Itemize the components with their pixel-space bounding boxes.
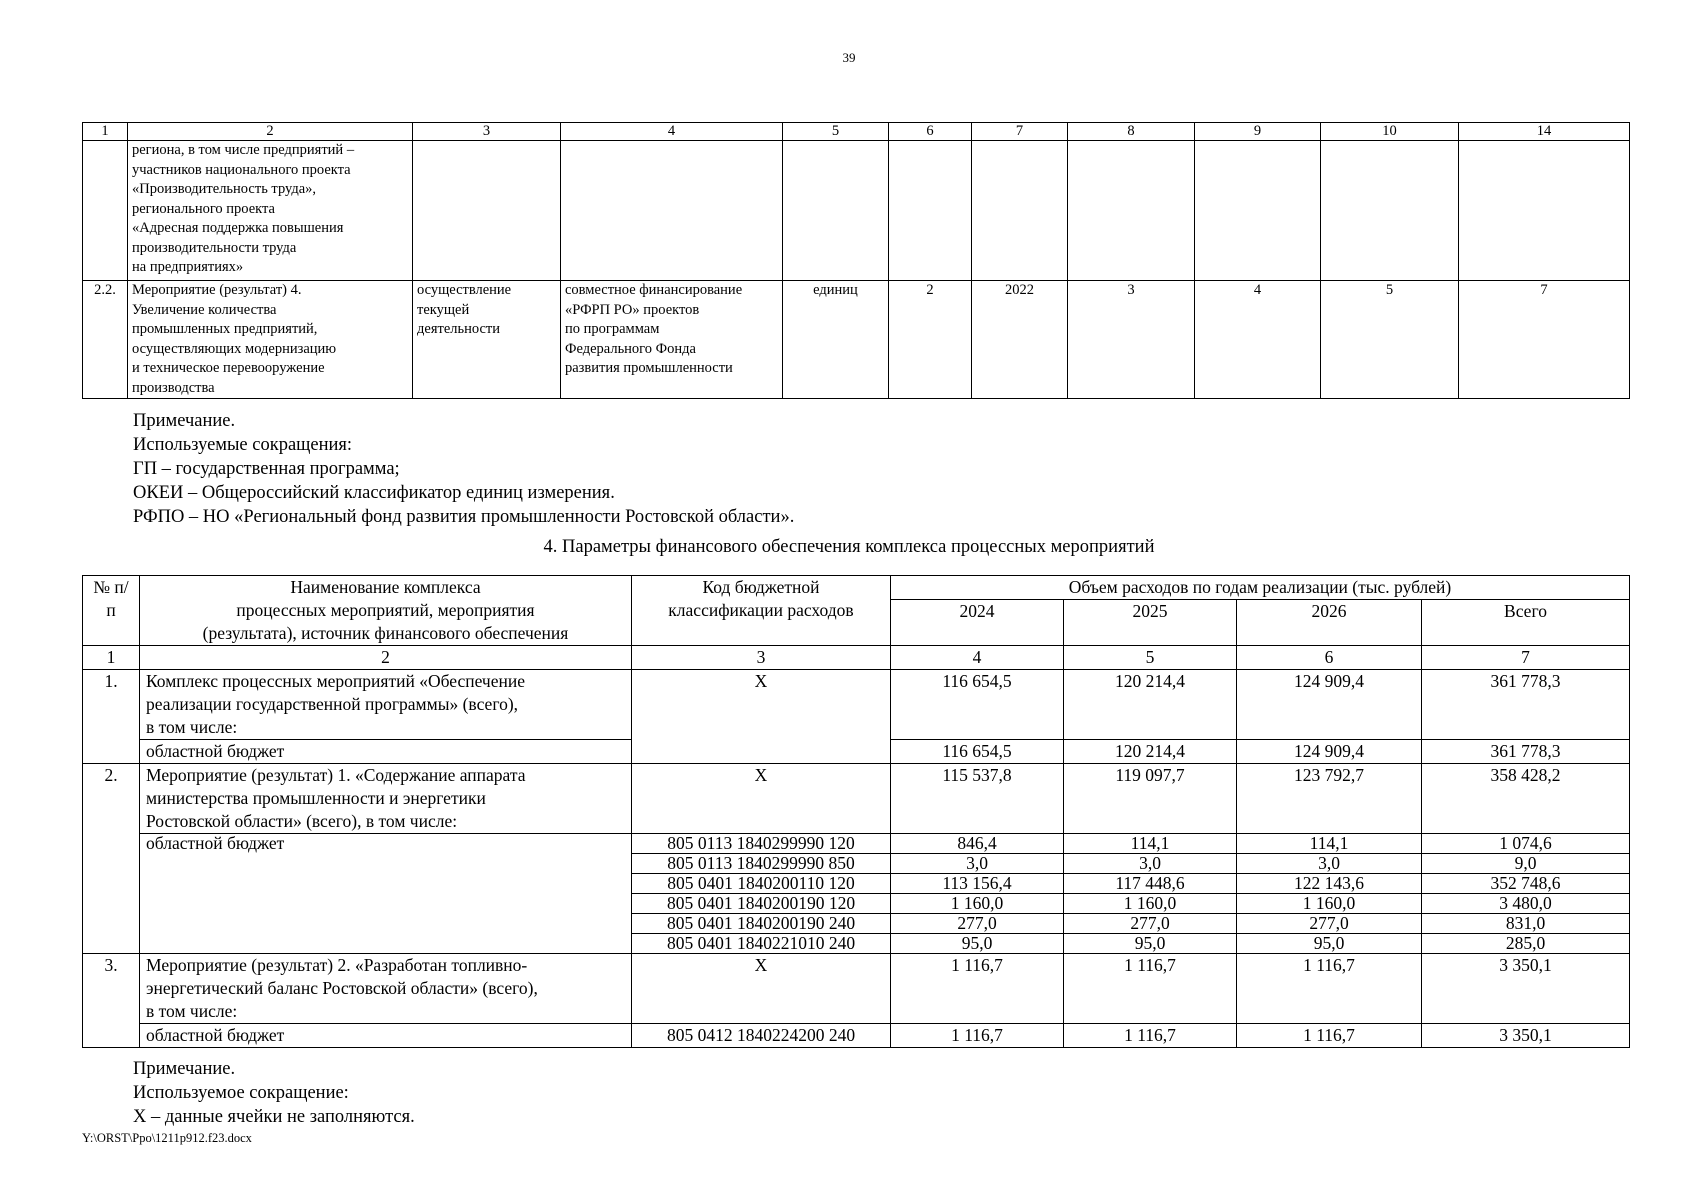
- text-line: Мероприятие (результат) 4.: [132, 282, 302, 298]
- text-line: осуществление: [417, 282, 512, 298]
- value-cell: 124 909,4: [1237, 670, 1422, 740]
- text-line: «Адресная поддержка повышения: [132, 220, 344, 236]
- value-cell: 1 116,7: [891, 1024, 1064, 1048]
- value-cell: 831,0: [1422, 914, 1630, 934]
- note-line: Примечание.: [133, 1059, 236, 1079]
- financing-table: [82, 575, 1630, 1048]
- value-cell: 285,0: [1422, 934, 1630, 954]
- value-cell: 3: [1068, 281, 1195, 399]
- text-line: на предприятиях»: [132, 259, 244, 275]
- indicators-table-continuation: [82, 122, 1630, 399]
- value-cell: 1 116,7: [891, 954, 1064, 1024]
- text-line: Наименование комплекса: [290, 577, 481, 597]
- value-cell: 123 792,7: [1237, 764, 1422, 834]
- text-line: (результата), источник финансового обеспечения: [202, 623, 569, 643]
- column-number: 6: [889, 123, 972, 141]
- value-cell: 120 214,4: [1064, 670, 1237, 740]
- code-cell: 805 0113 1840299990 850: [632, 854, 891, 874]
- header-year: 2026: [1237, 600, 1422, 646]
- column-number: 9: [1195, 123, 1321, 141]
- empty-cell: [1321, 141, 1459, 281]
- header-year: 2025: [1064, 600, 1237, 646]
- value-cell: 1 160,0: [891, 894, 1064, 914]
- text-line: Увеличение количества: [132, 301, 277, 318]
- header-group: Объем расходов по годам реализации (тыс. рублей): [891, 576, 1630, 600]
- value-cell: 122 143,6: [1237, 874, 1422, 894]
- row-number-cell: 2.2.: [83, 281, 128, 399]
- row-number-cell: 2.: [83, 764, 140, 954]
- characteristic-cell: [561, 281, 783, 399]
- row-number-cell: [83, 141, 128, 281]
- value-cell: 3,0: [1064, 854, 1237, 874]
- note-line: ГП – государственная программа;: [133, 459, 400, 479]
- code-cell: Х: [632, 670, 891, 764]
- base-value-cell: 2: [889, 281, 972, 399]
- value-cell: 1 116,7: [1237, 954, 1422, 1024]
- value-cell: 3 350,1: [1422, 954, 1630, 1024]
- value-cell: 277,0: [1237, 914, 1422, 934]
- row-name-cell: [140, 764, 632, 834]
- text-line: деятельности: [417, 321, 501, 337]
- column-number-row: [83, 646, 1630, 670]
- text-line: производства: [132, 379, 215, 396]
- value-cell: 115 537,8: [891, 764, 1064, 834]
- value-cell: 9,0: [1422, 854, 1630, 874]
- table-row: [83, 1024, 1630, 1048]
- value-cell: 846,4: [891, 834, 1064, 854]
- text-line: Комплекс процессных мероприятий «Обеспечение: [146, 671, 526, 691]
- text-line: реализации государственной программы» (всего),: [146, 694, 519, 714]
- value-cell: 119 097,7: [1064, 764, 1237, 834]
- source-name-cell: областной бюджет: [140, 834, 632, 954]
- text-line: «РФРП РО» проектов: [565, 301, 700, 318]
- header-total: Всего: [1422, 600, 1630, 646]
- value-cell: 95,0: [1064, 934, 1237, 954]
- empty-cell: [413, 141, 561, 281]
- value-cell: 95,0: [1237, 934, 1422, 954]
- text-line: Мероприятие (результат) 1. «Содержание аппарата: [146, 765, 526, 785]
- source-name-cell: областной бюджет: [140, 1024, 632, 1048]
- text-line: региона, в том числе предприятий –: [132, 142, 355, 158]
- row-number-cell: 3.: [83, 954, 140, 1048]
- table-row: [83, 834, 1630, 854]
- column-number: 4: [561, 123, 783, 141]
- text-line: в том числе:: [146, 1001, 238, 1021]
- note-line: ОКЕИ – Общероссийский классификатор единиц измерения.: [133, 483, 615, 503]
- value-cell: 116 654,5: [891, 740, 1064, 764]
- code-cell: 805 0401 1840221010 240: [632, 934, 891, 954]
- text-line: классификации расходов: [668, 600, 854, 620]
- value-cell: 3,0: [1237, 854, 1422, 874]
- empty-cell: [889, 141, 972, 281]
- text-line: в том числе:: [146, 717, 238, 737]
- value-cell: 3 480,0: [1422, 894, 1630, 914]
- code-cell: 805 0412 1840224200 240: [632, 1024, 891, 1048]
- note-abbreviation: [133, 1057, 415, 1129]
- value-cell: 7: [1459, 281, 1630, 399]
- table-row: [83, 670, 1630, 740]
- column-number: 10: [1321, 123, 1459, 141]
- column-number: 7: [972, 123, 1068, 141]
- code-cell: Х: [632, 764, 891, 834]
- text-line: Мероприятие (результат) 2. «Разработан топливно-: [146, 955, 528, 975]
- text-line: совместное финансирование: [565, 282, 743, 298]
- empty-cell: [561, 141, 783, 281]
- footer-file-path: Y:\ORST\Ppo\1211p912.f23.docx: [82, 1131, 252, 1145]
- text-line: текущей: [417, 301, 470, 318]
- section-title: 4. Параметры финансового обеспечения комплекса процессных мероприятий: [543, 537, 1155, 557]
- note-line: РФПО – НО «Региональный фонд развития промышленности Ростовской области».: [133, 507, 795, 527]
- value-cell: 358 428,2: [1422, 764, 1630, 834]
- row-name-cell: [140, 954, 632, 1024]
- value-cell: 277,0: [891, 914, 1064, 934]
- source-name-cell: областной бюджет: [140, 740, 632, 764]
- value-cell: 95,0: [891, 934, 1064, 954]
- column-number: 14: [1459, 123, 1630, 141]
- value-cell: 4: [1195, 281, 1321, 399]
- value-cell: 114,1: [1237, 834, 1422, 854]
- column-number: 5: [783, 123, 889, 141]
- table-row: [83, 764, 1630, 834]
- column-number: 3: [632, 646, 891, 670]
- code-cell: Х: [632, 954, 891, 1024]
- page-number: 39: [842, 50, 856, 65]
- text-line: развития промышленности: [565, 360, 733, 376]
- value-cell: 124 909,4: [1237, 740, 1422, 764]
- text-line: «Производительность труда»,: [132, 181, 317, 197]
- header-code: [632, 576, 891, 646]
- text-line: Код бюджетной: [702, 577, 820, 597]
- column-number: 4: [891, 646, 1064, 670]
- code-cell: 805 0401 1840200190 120: [632, 894, 891, 914]
- note-line: Х – данные ячейки не заполняются.: [133, 1107, 415, 1127]
- header-name: [140, 576, 632, 646]
- empty-cell: [1195, 141, 1321, 281]
- value-cell: 1 116,7: [1237, 1024, 1422, 1048]
- note-line: Используемые сокращения:: [133, 435, 353, 455]
- text-line: участников национального проекта: [132, 161, 351, 178]
- value-cell: 1 116,7: [1064, 1024, 1237, 1048]
- text-line: энергетический баланс Ростовской области» (всего),: [146, 978, 538, 998]
- table-row: [83, 281, 1630, 399]
- empty-cell: [1459, 141, 1630, 281]
- value-cell: 117 448,6: [1064, 874, 1237, 894]
- code-cell: 805 0401 1840200110 120: [632, 874, 891, 894]
- value-cell: 3 350,1: [1422, 1024, 1630, 1048]
- value-cell: 3,0: [891, 854, 1064, 874]
- value-cell: 1 160,0: [1064, 894, 1237, 914]
- value-cell: 1 160,0: [1237, 894, 1422, 914]
- column-number: 8: [1068, 123, 1195, 141]
- empty-cell: [783, 141, 889, 281]
- value-cell: 5: [1321, 281, 1459, 399]
- row-number-cell: 1.: [83, 670, 140, 764]
- indicator-name-cell: [128, 281, 413, 399]
- column-number: 7: [1422, 646, 1630, 670]
- text-line: по программам: [565, 321, 660, 337]
- header-row: [83, 576, 1630, 600]
- header-num: № п/п: [83, 576, 140, 646]
- value-cell: 277,0: [1064, 914, 1237, 934]
- text-line: процессных мероприятий, мероприятия: [236, 600, 535, 620]
- header-year: 2024: [891, 600, 1064, 646]
- note-abbreviations: [133, 409, 794, 529]
- column-number: 1: [83, 123, 128, 141]
- value-cell: 352 748,6: [1422, 874, 1630, 894]
- value-cell: 120 214,4: [1064, 740, 1237, 764]
- value-cell: 113 156,4: [891, 874, 1064, 894]
- text-line: регионального проекта: [132, 200, 275, 217]
- text-line: производительности труда: [132, 239, 297, 256]
- text-line: и техническое перевооружение: [132, 360, 325, 376]
- empty-cell: [972, 141, 1068, 281]
- empty-cell: [1068, 141, 1195, 281]
- text-line: Федерального Фонда: [565, 340, 696, 357]
- column-number: 6: [1237, 646, 1422, 670]
- value-cell: 1 074,6: [1422, 834, 1630, 854]
- unit-cell: единиц: [783, 281, 889, 399]
- text-line: осуществляющих модернизацию: [132, 340, 337, 357]
- base-year-cell: 2022: [972, 281, 1068, 399]
- text-line: промышленных предприятий,: [132, 321, 318, 337]
- indicator-name-cell: [128, 141, 413, 281]
- text-line: Ростовской области» (всего), в том числе:: [146, 811, 458, 831]
- value-cell: 116 654,5: [891, 670, 1064, 740]
- column-number: 3: [413, 123, 561, 141]
- type-cell: [413, 281, 561, 399]
- note-line: Примечание.: [133, 411, 236, 431]
- code-cell: 805 0401 1840200190 240: [632, 914, 891, 934]
- table-row: [83, 954, 1630, 1024]
- value-cell: 1 116,7: [1064, 954, 1237, 1024]
- column-number: 2: [128, 123, 413, 141]
- value-cell: 361 778,3: [1422, 740, 1630, 764]
- table-row: [83, 141, 1630, 281]
- value-cell: 114,1: [1064, 834, 1237, 854]
- column-number: 1: [83, 646, 140, 670]
- row-name-cell: [140, 670, 632, 740]
- code-cell: 805 0113 1840299990 120: [632, 834, 891, 854]
- column-number: 2: [140, 646, 632, 670]
- column-number: 5: [1064, 646, 1237, 670]
- column-number-row: [83, 123, 1630, 141]
- text-line: министерства промышленности и энергетики: [146, 788, 486, 808]
- value-cell: 361 778,3: [1422, 670, 1630, 740]
- note-line: Используемое сокращение:: [133, 1083, 349, 1103]
